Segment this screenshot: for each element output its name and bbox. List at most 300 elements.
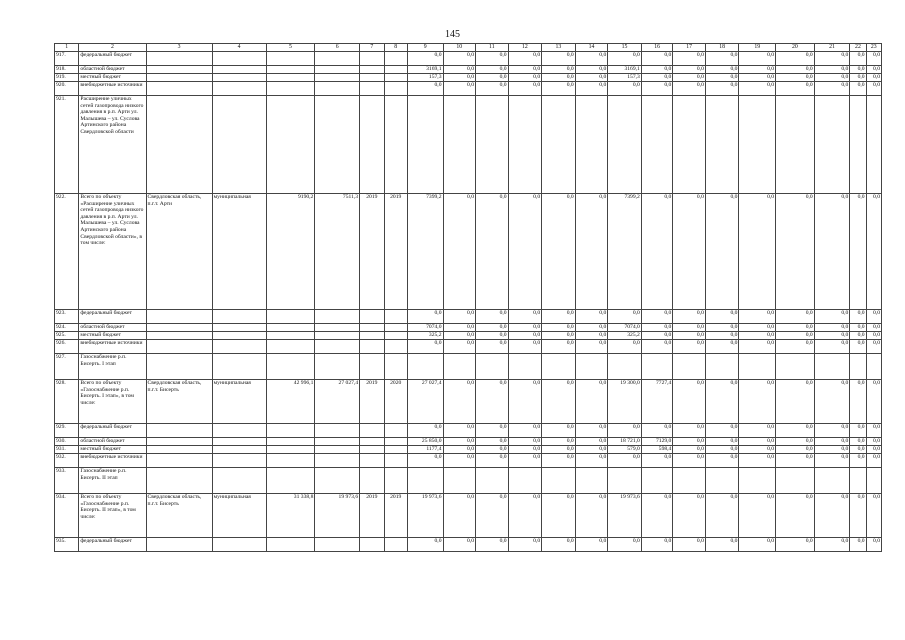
table-cell: 0,0 (476, 454, 509, 468)
table-cell (850, 468, 866, 494)
table-cell (407, 96, 443, 194)
table-cell: 0,0 (508, 310, 542, 324)
table-cell: 7399,2 (407, 194, 443, 310)
table-cell (476, 468, 509, 494)
table-cell (315, 538, 360, 552)
table-cell (360, 538, 384, 552)
table-cell: 0,0 (776, 454, 815, 468)
table-cell: 0,0 (776, 324, 815, 332)
table-cell: 0,0 (542, 332, 576, 340)
table-cell: 0,0 (641, 538, 673, 552)
table-cell: 0,0 (508, 494, 542, 538)
table-cell: 0,0 (443, 454, 476, 468)
table-cell: Всего по объекту «Газоснабжение р.п. Бисерть. II этап», в том числе: (79, 494, 146, 538)
table-cell (360, 424, 384, 438)
table-cell (384, 74, 407, 82)
table-cell (384, 82, 407, 96)
table-cell (315, 438, 360, 446)
table-cell: 0,0 (443, 66, 476, 74)
column-number-cell: 19 (739, 44, 776, 52)
table-cell (542, 96, 576, 194)
table-cell: 0,0 (705, 310, 739, 324)
table-cell: 0,0 (673, 310, 706, 324)
table-cell: 0,0 (866, 66, 881, 74)
table-cell (384, 332, 407, 340)
table-cell (384, 324, 407, 332)
column-number-cell: 6 (315, 44, 360, 52)
table-cell (146, 324, 212, 332)
table-cell: 0,0 (608, 82, 642, 96)
table-cell (360, 354, 384, 380)
table-cell: 0,0 (641, 494, 673, 538)
table-cell: 0,0 (542, 194, 576, 310)
table-cell: 0,0 (866, 494, 881, 538)
table-cell (266, 446, 315, 454)
table-cell: местный бюджет (79, 74, 146, 82)
table-cell (850, 354, 866, 380)
table-cell (266, 332, 315, 340)
table-cell: 0,0 (776, 74, 815, 82)
table-cell (266, 538, 315, 552)
table-cell: 0,0 (739, 74, 776, 82)
table-cell: федеральный бюджет (79, 538, 146, 552)
table-cell: 0,0 (850, 310, 866, 324)
table-cell: 2019 (360, 380, 384, 424)
table-cell: 934. (55, 494, 79, 538)
table-cell: 0,0 (641, 194, 673, 310)
table-row (55, 96, 882, 194)
table-cell: 0,0 (608, 538, 642, 552)
table-cell (407, 468, 443, 494)
table-cell (360, 340, 384, 354)
table-cell: 0,0 (476, 324, 509, 332)
table-row (55, 438, 882, 446)
table-cell: 922. (55, 194, 79, 310)
table-cell: 157,3 (608, 74, 642, 82)
table-cell (866, 468, 881, 494)
table-cell (212, 66, 266, 74)
table-cell (146, 454, 212, 468)
table-cell: 0,0 (476, 194, 509, 310)
table-cell (266, 82, 315, 96)
table-cell: 0,0 (641, 66, 673, 74)
table-cell: 0,0 (641, 324, 673, 332)
table-cell (508, 96, 542, 194)
table-cell: 0,0 (575, 324, 608, 332)
table-cell (212, 454, 266, 468)
table-cell: 0,0 (705, 424, 739, 438)
table-cell (146, 310, 212, 324)
table-cell: Газоснабжение р.п. Бисерть. II этап (79, 468, 146, 494)
column-number-cell: 10 (443, 44, 476, 52)
column-number-cell: 20 (776, 44, 815, 52)
table-cell: 0,0 (575, 494, 608, 538)
table-row (55, 310, 882, 324)
table-cell (212, 52, 266, 66)
table-cell: 0,0 (673, 454, 706, 468)
table-cell: 0,0 (705, 66, 739, 74)
table-cell: 0,0 (866, 446, 881, 454)
table-cell: 926. (55, 340, 79, 354)
table-cell: 0,0 (542, 438, 576, 446)
table-cell: 0,0 (508, 66, 542, 74)
table-cell: 0,0 (776, 332, 815, 340)
table-cell: 0,0 (575, 52, 608, 66)
table-cell (315, 454, 360, 468)
table-cell: 0,0 (476, 66, 509, 74)
column-number-cell: 4 (212, 44, 266, 52)
table-cell: Свердловская область, п.г.т. Бисерть (146, 494, 212, 538)
table-cell (776, 354, 815, 380)
table-cell: 19 973,6 (315, 494, 360, 538)
table-cell: 0,0 (575, 82, 608, 96)
table-cell: 27 027,4 (407, 380, 443, 424)
table-cell: 0,0 (776, 52, 815, 66)
table-cell: 0,0 (814, 454, 850, 468)
table-cell: 0,0 (850, 66, 866, 74)
table-cell: Свердловская область, п.г.т. Арти (146, 194, 212, 310)
table-cell: 0,0 (575, 424, 608, 438)
table-cell: 19 973,6 (407, 494, 443, 538)
table-cell (315, 340, 360, 354)
table-cell: 0,0 (476, 538, 509, 552)
table-cell (443, 96, 476, 194)
table-cell (212, 332, 266, 340)
table-cell: 0,0 (850, 424, 866, 438)
table-cell (360, 74, 384, 82)
column-number-cell: 18 (705, 44, 739, 52)
table-cell (315, 424, 360, 438)
table-cell: 0,0 (443, 52, 476, 66)
table-cell: 923. (55, 310, 79, 324)
table-row (55, 494, 882, 538)
table-cell: 0,0 (443, 438, 476, 446)
table-cell: 0,0 (476, 310, 509, 324)
table-cell: 0,0 (542, 380, 576, 424)
table-cell (673, 96, 706, 194)
budget-table (54, 43, 882, 552)
table-cell: 0,0 (850, 82, 866, 96)
table-cell: 0,0 (673, 494, 706, 538)
table-cell: 0,0 (739, 310, 776, 324)
table-cell (776, 468, 815, 494)
table-cell: 0,0 (866, 340, 881, 354)
table-cell (360, 52, 384, 66)
table-cell: 0,0 (443, 82, 476, 96)
table-cell: 19 300,0 (608, 380, 642, 424)
table-row (55, 332, 882, 340)
table-cell (641, 96, 673, 194)
table-cell (739, 354, 776, 380)
table-cell (315, 52, 360, 66)
table-cell: 0,0 (850, 74, 866, 82)
table-cell: 3169,1 (407, 66, 443, 74)
table-cell: 0,0 (542, 424, 576, 438)
table-cell (146, 438, 212, 446)
table-cell: муниципальная (212, 194, 266, 310)
table-cell: 933. (55, 468, 79, 494)
table-cell: 0,0 (508, 454, 542, 468)
table-cell (476, 96, 509, 194)
table-body (55, 44, 882, 552)
table-cell: 0,0 (641, 74, 673, 82)
table-cell: 0,0 (407, 340, 443, 354)
table-cell: 325,2 (608, 332, 642, 340)
table-cell: 0,0 (866, 332, 881, 340)
table-cell: 0,0 (866, 82, 881, 96)
table-cell: 0,0 (476, 438, 509, 446)
table-cell: 0,0 (476, 52, 509, 66)
table-cell (146, 96, 212, 194)
table-cell: 0,0 (705, 332, 739, 340)
table-cell: 0,0 (814, 380, 850, 424)
table-cell (384, 538, 407, 552)
table-row (55, 82, 882, 96)
table-cell: 7399,2 (608, 194, 642, 310)
table-cell: 0,0 (776, 424, 815, 438)
table-cell (146, 52, 212, 66)
table-cell: 0,0 (443, 340, 476, 354)
table-row (55, 340, 882, 354)
table-cell (212, 424, 266, 438)
table-cell: внебюджетные источники (79, 340, 146, 354)
table-cell (360, 66, 384, 74)
table-cell (212, 354, 266, 380)
table-cell (360, 446, 384, 454)
table-cell: 0,0 (814, 82, 850, 96)
table-cell: 0,0 (739, 324, 776, 332)
table-cell: 3169,1 (608, 66, 642, 74)
table-cell: 0,0 (443, 446, 476, 454)
table-cell (508, 354, 542, 380)
table-cell: 0,0 (776, 340, 815, 354)
table-cell: 0,0 (508, 446, 542, 454)
table-cell: Всего по объекту «Газоснабжение р.п. Бисерть. I этап», в том числе: (79, 380, 146, 424)
table-cell: 0,0 (866, 324, 881, 332)
table-cell: внебюджетные источники (79, 82, 146, 96)
table-cell: 0,0 (575, 74, 608, 82)
table-cell (384, 438, 407, 446)
table-cell: 0,0 (705, 340, 739, 354)
table-cell: 0,0 (673, 74, 706, 82)
column-number-cell: 7 (360, 44, 384, 52)
table-cell (739, 468, 776, 494)
table-cell: 0,0 (673, 380, 706, 424)
table-cell: 0,0 (866, 438, 881, 446)
table-cell (705, 96, 739, 194)
table-cell: 9190,2 (266, 194, 315, 310)
table-cell: 935. (55, 538, 79, 552)
table-cell (443, 468, 476, 494)
table-cell: 0,0 (476, 340, 509, 354)
table-cell: 0,0 (673, 446, 706, 454)
table-cell: 0,0 (542, 454, 576, 468)
table-cell: 918. (55, 66, 79, 74)
table-cell: 0,0 (443, 194, 476, 310)
table-cell: 0,0 (542, 66, 576, 74)
table-cell: 0,0 (673, 424, 706, 438)
table-cell: 0,0 (776, 194, 815, 310)
table-cell: 0,0 (673, 82, 706, 96)
table-cell: 0,0 (443, 74, 476, 82)
table-cell: 0,0 (866, 74, 881, 82)
column-number-row (55, 44, 882, 52)
table-cell: 0,0 (850, 340, 866, 354)
column-number-cell: 14 (575, 44, 608, 52)
table-row (55, 324, 882, 332)
table-cell (508, 468, 542, 494)
table-cell: Всего по объекту «Расширение уличных сетей газопровода низкого давления в р.п. Арти ул. Малышева – ул. Суслова Артинского района Свердловской области», в том числе: (79, 194, 146, 310)
table-cell: 579,0 (608, 446, 642, 454)
table-cell: 0,0 (739, 446, 776, 454)
table-cell: 18 721,0 (608, 438, 642, 446)
table-cell: 2019 (384, 194, 407, 310)
table-cell: 0,0 (575, 66, 608, 74)
table-cell: 0,0 (673, 340, 706, 354)
table-cell: местный бюджет (79, 332, 146, 340)
table-cell: 2019 (360, 494, 384, 538)
table-cell: 0,0 (542, 82, 576, 96)
table-cell: 0,0 (814, 324, 850, 332)
table-cell: 0,0 (575, 446, 608, 454)
table-cell (850, 96, 866, 194)
table-cell: 0,0 (641, 310, 673, 324)
column-number-cell: 21 (814, 44, 850, 52)
table-cell: 0,0 (407, 310, 443, 324)
table-cell: 0,0 (673, 538, 706, 552)
table-cell: 0,0 (476, 332, 509, 340)
table-cell: 0,0 (542, 52, 576, 66)
table-cell: 0,0 (575, 194, 608, 310)
table-cell (384, 454, 407, 468)
table-cell: 0,0 (608, 424, 642, 438)
table-cell: 7511,3 (315, 194, 360, 310)
table-cell: 0,0 (850, 494, 866, 538)
table-cell (542, 354, 576, 380)
table-cell (476, 354, 509, 380)
column-number-cell: 8 (384, 44, 407, 52)
table-cell: 932. (55, 454, 79, 468)
table-cell (814, 354, 850, 380)
table-cell: 0,0 (641, 340, 673, 354)
table-row (55, 454, 882, 468)
table-cell (146, 446, 212, 454)
table-cell: 0,0 (814, 310, 850, 324)
table-cell: 917. (55, 52, 79, 66)
table-cell: 0,0 (850, 538, 866, 552)
table-cell (739, 96, 776, 194)
table-cell: 0,0 (443, 332, 476, 340)
table-cell: федеральный бюджет (79, 310, 146, 324)
table-cell: 0,0 (776, 538, 815, 552)
table-cell: 0,0 (476, 424, 509, 438)
table-cell: 0,0 (705, 438, 739, 446)
table-cell (866, 354, 881, 380)
table-cell: 0,0 (814, 194, 850, 310)
table-cell (315, 468, 360, 494)
table-cell (673, 354, 706, 380)
table-cell: 0,0 (508, 538, 542, 552)
table-cell: 31 338,8 (266, 494, 315, 538)
table-cell: 0,0 (508, 438, 542, 446)
table-cell (212, 82, 266, 96)
table-cell: 0,0 (443, 538, 476, 552)
table-cell: 920. (55, 82, 79, 96)
table-cell (146, 468, 212, 494)
table-cell: 0,0 (608, 52, 642, 66)
table-cell (360, 96, 384, 194)
table-cell: 0,0 (508, 82, 542, 96)
table-cell (384, 96, 407, 194)
table-cell: 0,0 (542, 446, 576, 454)
table-row (55, 538, 882, 552)
table-cell: 0,0 (739, 494, 776, 538)
table-cell: 929. (55, 424, 79, 438)
table-cell (315, 324, 360, 332)
table-cell: 0,0 (641, 424, 673, 438)
table-cell: 0,0 (705, 494, 739, 538)
table-cell (266, 96, 315, 194)
table-row (55, 380, 882, 424)
table-cell: 0,0 (739, 66, 776, 74)
table-cell: 0,0 (575, 380, 608, 424)
table-cell: 0,0 (673, 438, 706, 446)
table-cell (384, 354, 407, 380)
table-cell: 0,0 (673, 66, 706, 74)
table-cell: 0,0 (508, 74, 542, 82)
table-cell: 0,0 (508, 52, 542, 66)
table-cell: 0,0 (542, 74, 576, 82)
table-cell: муниципальная (212, 380, 266, 424)
table-cell (212, 96, 266, 194)
table-cell (866, 96, 881, 194)
table-cell: 42 996,1 (266, 380, 315, 424)
table-cell: 0,0 (776, 446, 815, 454)
table-cell (814, 96, 850, 194)
table-cell: Газоснабжение р.п. Бисерть. I этап (79, 354, 146, 380)
table-cell (360, 82, 384, 96)
table-cell: 0,0 (850, 380, 866, 424)
table-cell (146, 66, 212, 74)
table-row (55, 446, 882, 454)
table-cell: 0,0 (542, 538, 576, 552)
table-cell: 157,3 (407, 74, 443, 82)
column-number-cell: 5 (266, 44, 315, 52)
table-cell: 0,0 (673, 194, 706, 310)
table-cell: 0,0 (641, 52, 673, 66)
table-cell: 0,0 (866, 52, 881, 66)
table-cell (212, 310, 266, 324)
table-cell: 0,0 (508, 380, 542, 424)
table-cell: 0,0 (407, 454, 443, 468)
table-cell: 0,0 (476, 446, 509, 454)
table-cell: федеральный бюджет (79, 52, 146, 66)
table-cell (575, 96, 608, 194)
table-cell: 0,0 (814, 446, 850, 454)
table-cell: 924. (55, 324, 79, 332)
table-cell (384, 424, 407, 438)
table-cell: 919. (55, 74, 79, 82)
table-cell: 0,0 (814, 424, 850, 438)
table-cell: 928. (55, 380, 79, 424)
table-cell: 1177,4 (407, 446, 443, 454)
table-cell: 0,0 (608, 340, 642, 354)
table-cell: местный бюджет (79, 446, 146, 454)
table-cell: 0,0 (866, 538, 881, 552)
table-cell (146, 424, 212, 438)
table-cell: 0,0 (850, 324, 866, 332)
table-cell: 2019 (360, 194, 384, 310)
